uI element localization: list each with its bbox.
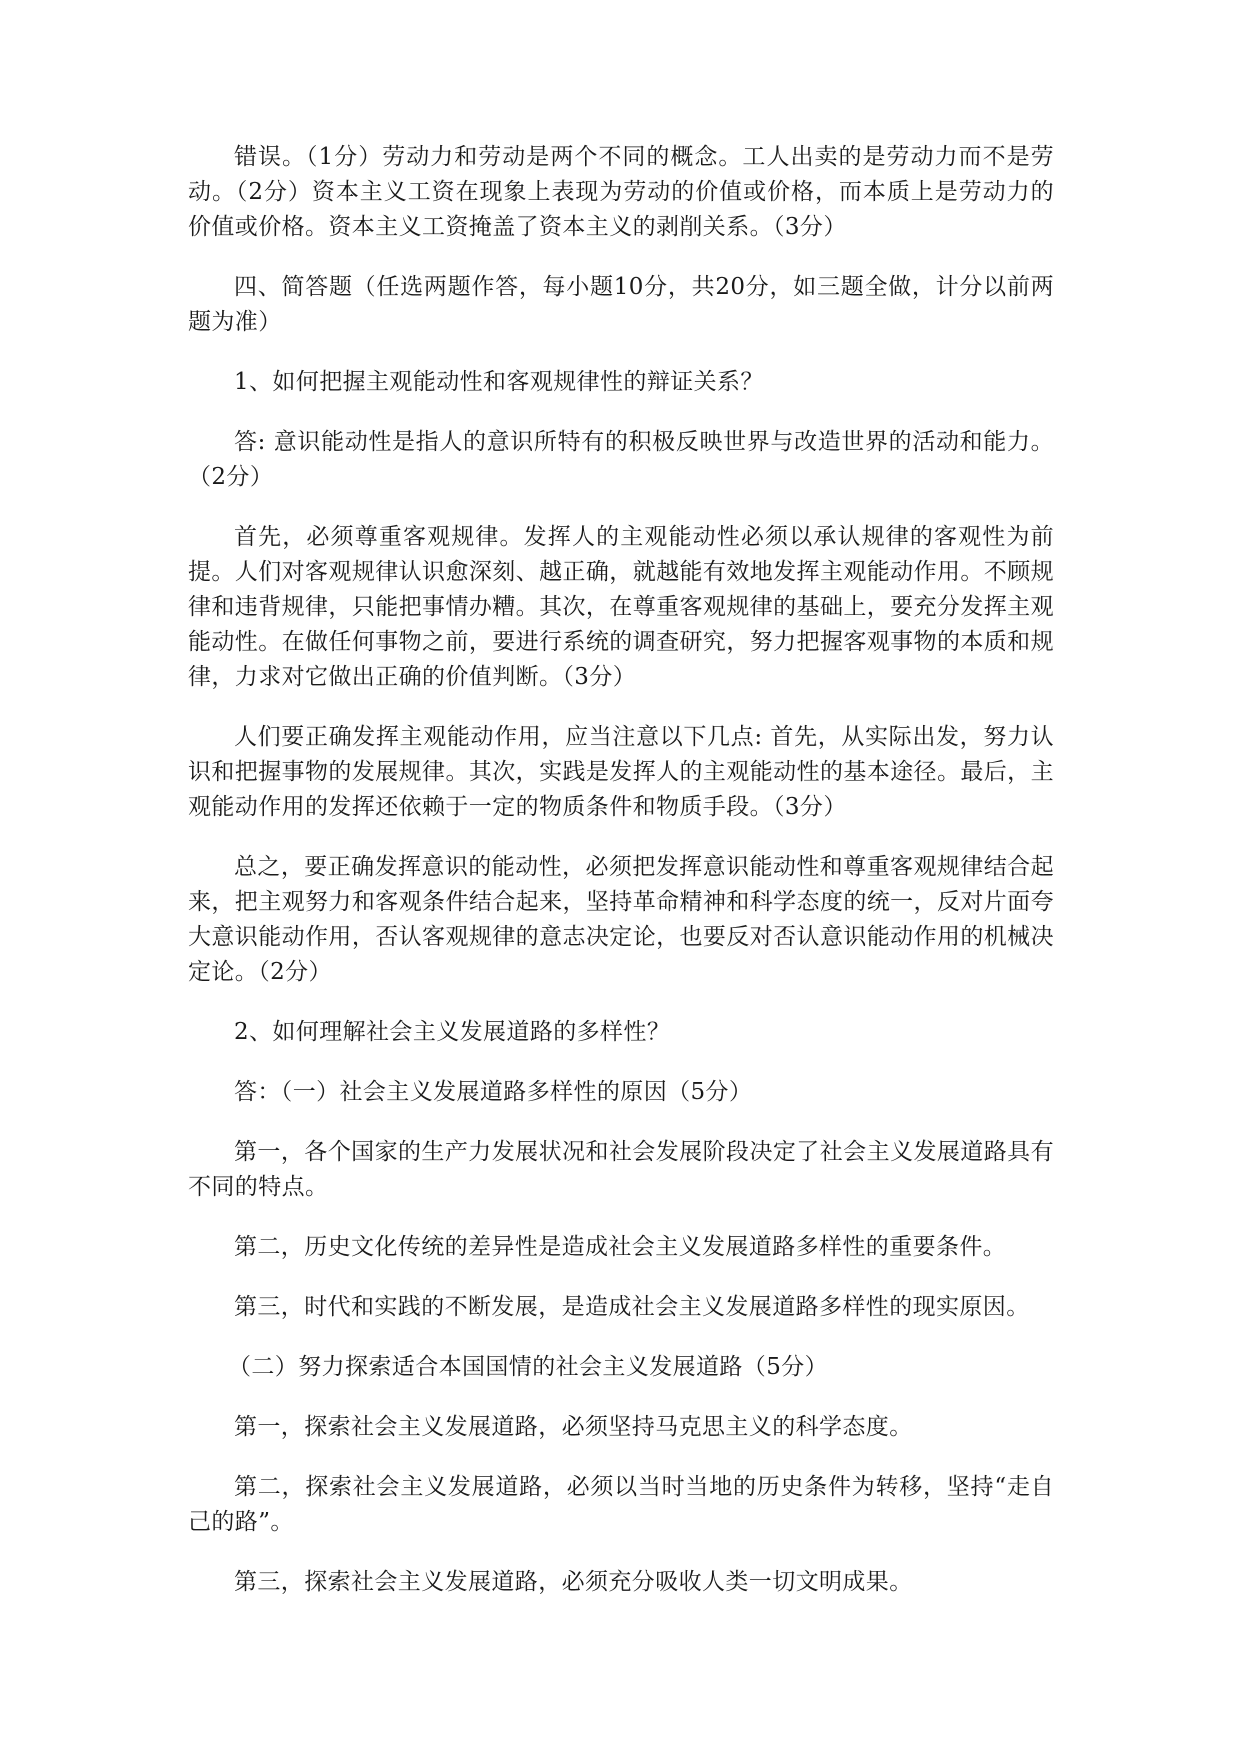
answer-paragraph-labor: 错误。（1分）劳动力和劳动是两个不同的概念。工人出卖的是劳动力而不是劳动。（2分）资本主义工资在现象上表现为劳动的价值或价格，而本质上是劳动力的价值或价格。资本主义工资掩盖了资本主义的剥削关系。（3分）	[188, 144, 1054, 240]
question-2: 2、如何理解社会主义发展道路的多样性？	[234, 1019, 671, 1045]
answer-2-reason-3: 第三，时代和实践的不断发展，是造成社会主义发展道路多样性的现实原因。	[234, 1294, 1030, 1320]
answer-1-paragraph-2: 人们要正确发挥主观能动作用，应当注意以下几点: 首先，从实际出发，努力认识和把握事物的发展规律。其次，实践是发挥人的主观能动性的基本途径。最后，主观能动作用的发挥还依赖于一定的物质条件和物质手段。（3分）	[188, 724, 1054, 820]
question-1: 1、如何把握主观能动性和客观规律性的辩证关系？	[234, 369, 764, 395]
answer-2-path-3: 第三，探索社会主义发展道路，必须充分吸收人类一切文明成果。	[234, 1569, 913, 1595]
answer-2-reason-1: 第一，各个国家的生产力发展状况和社会发展阶段决定了社会主义发展道路具有不同的特点。	[188, 1139, 1054, 1200]
answer-2-part-1-heading: 答：（一）社会主义发展道路多样性的原因（5分）	[234, 1079, 753, 1105]
answer-1-intro: 答: 意识能动性是指人的意识所特有的积极反映世界与改造世界的活动和能力。（2分）	[188, 429, 1054, 490]
answer-2-reason-2: 第二，历史文化传统的差异性是造成社会主义发展道路多样性的重要条件。	[234, 1234, 1007, 1260]
answer-1-summary: 总之，要正确发挥意识的能动性，必须把发挥意识能动性和尊重客观规律结合起来，把主观努力和客观条件结合起来，坚持革命精神和科学态度的统一，反对片面夸大意识能动作用，否认客观规律的意志决定论，也要反对否认意识能动作用的机械决定论。（2分）	[188, 854, 1054, 985]
answer-1-paragraph-1: 首先，必须尊重客观规律。发挥人的主观能动性必须以承认规律的客观性为前提。人们对客观规律认识愈深刻、越正确，就越能有效地发挥主观能动作用。不顾规律和违背规律，只能把事情办糟。其次，在尊重客观规律的基础上，要充分发挥主观能动性。在做任何事物之前，要进行系统的调查研究，努力把握客观事物的本质和规律，力求对它做出正确的价值判断。（3分）	[188, 524, 1054, 690]
answer-2-path-1: 第一，探索社会主义发展道路，必须坚持马克思主义的科学态度。	[234, 1414, 913, 1440]
section-heading-short-answer: 四、简答题（任选两题作答，每小题10分，共20分，如三题全做，计分以前两题为准）	[188, 274, 1054, 335]
answer-2-path-2: 第二，探索社会主义发展道路，必须以当时当地的历史条件为转移，坚持“走自己的路”。	[188, 1474, 1054, 1535]
document-page	[188, 140, 1054, 1625]
answer-2-part-2-heading: （二）努力探索适合本国国情的社会主义发展道路（5分）	[228, 1354, 829, 1380]
